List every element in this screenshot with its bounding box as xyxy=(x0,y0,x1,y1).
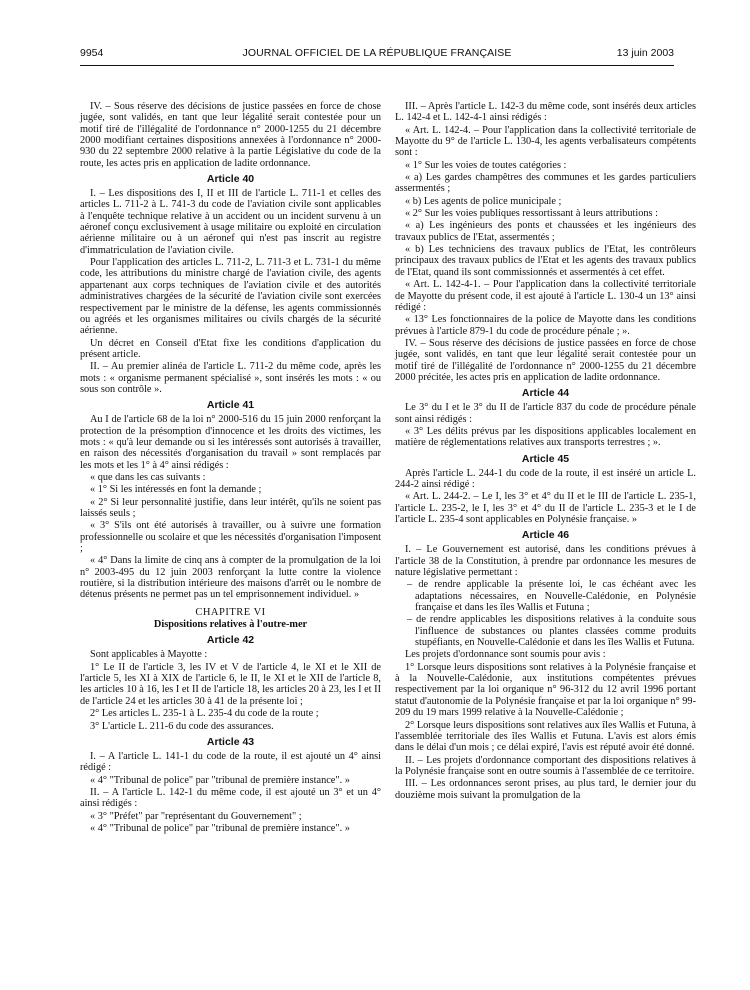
paragraph: « Art. L. 142-4-1. – Pour l'application dans la collectivité territoriale de Mayotte du présent code, il est ajouté à l'article L. 130-4 un 13° ainsi rédigé : xyxy=(395,279,696,313)
paragraph: I. – Les dispositions des I, II et III de l'article L. 711-1 et celles des articles L. 711-2 à L. 741-3 du code de l'aviation civile sont applicables à l'enquête technique relative à un accident ou un incident survenu à un aéronef conçu exclusivement à usage militaire ou exploité en circulation aérienne militaire ou à un aéronef qui n'est pas inscrit au registre d'immatriculation de l'aviation civile. xyxy=(80,188,381,256)
issue-date: 13 juin 2003 xyxy=(616,47,674,59)
paragraph: 1° Lorsque leurs dispositions sont relatives à la Polynésie française et à la Nouvelle-Calédonie, aux institutions compétentes prévues respectivement par la loi organique n° 96-312 du 12 avril 1996 portant statut d'autonomie de la Polynésie française et par la loi organique n° 99-209 du 19 mars 1999 relative à la Nouvelle-Calédonie ; xyxy=(395,661,696,719)
paragraph: 2° Les articles L. 235-1 à L. 235-4 du code de la route ; xyxy=(90,708,319,720)
paragraph: Un décret en Conseil d'Etat fixe les conditions d'application du présent article. xyxy=(80,337,381,360)
article-heading: Article 45 xyxy=(521,452,570,465)
paragraph: Au I de l'article 68 de la loi n° 2000-516 du 15 juin 2000 renforçant la protection de la présomption d'innocence et les droits des victimes, les mots : « qu'à leur demande ou si les intéressés sont autorisés à travailler, en raison des nécessités d'organisation du travail » sont remplacés par les mots et les 1° à 4° ainsi rédigés : xyxy=(80,414,381,471)
paragraph: « 2° Sur les voies publiques ressortissant à leurs attributions : xyxy=(405,208,658,220)
paragraph: « Art. L. 142-4. – Pour l'application dans la collectivité territoriale de Mayotte du 9° de l'article L. 130-4, les agents verbalisateurs compétents sont : xyxy=(395,124,696,159)
paragraph: « 4° "Tribunal de police" par "tribunal de première instance". » xyxy=(90,822,350,834)
paragraph: « b) Les agents de police municipale ; xyxy=(405,195,562,207)
page-number: 9954 xyxy=(80,47,104,59)
paragraph: III. – Les ordonnances seront prises, au plus tard, le dernier jour du douzième mois suivant la promulgation de la xyxy=(395,778,696,801)
right-column xyxy=(395,101,696,802)
chapter-heading: CHAPITRE VI xyxy=(195,606,266,618)
header-rule xyxy=(80,65,674,66)
paragraph: Les projets d'ordonnance sont soumis pour avis : xyxy=(405,649,606,661)
paragraph: 1° Le II de l'article 3, les IV et V de l'article 4, le XI et le XII de l'article 5, les XI à XIX de l'article 6, le II, le XI et le XII de l'article 8, les articles 10 à 16, les I et II de l'article 18, les articles 20 à 23, les I et II de l'article 24 et les articles 30 à 41 de la présente loi ; xyxy=(80,661,381,707)
article-heading: Article 43 xyxy=(206,735,255,748)
paragraph: « Art. L. 244-2. – Le I, les 3° et 4° du II et le III de l'article L. 235-1, l'article L. 235-2, le I, les 3° et 4° du II de l'article L. 235-3 et le I de l'article L. 235-4 sont applicables en Polynésie française. » xyxy=(395,491,696,525)
article-heading: Article 41 xyxy=(206,399,255,412)
article-heading: Article 46 xyxy=(521,529,570,542)
journal-title: JOURNAL OFFICIEL DE LA RÉPUBLIQUE FRANÇAISE xyxy=(242,47,512,59)
paragraph: Sont applicables à Mayotte : xyxy=(90,649,208,661)
paragraph: Après l'article L. 244-1 du code de la route, il est inséré un article L. 244-2 ainsi rédigé : xyxy=(395,467,696,490)
paragraph: Pour l'application des articles L. 711-2, L. 711-3 et L. 731-1 du même code, les attributions du ministre chargé de l'aviation civile, des agents appartenant aux corps techniques de l'aviation civile et des autorités administratives chargées de la sécurité de l'aviation civile sont exercées respectivement par le ministre de la défense, les agents commissionnés ou agréés et les organismes militaires ou civils chargés de la sécurité aérienne. xyxy=(80,257,381,337)
paragraph: « 1° Si les intéressés en font la demande ; xyxy=(90,484,262,496)
article-heading: Article 44 xyxy=(521,387,570,400)
paragraph: II. – Au premier alinéa de l'article L. 711-2 du même code, après les mots : « organisme permanent spécialisé », sont insérés les mots : « ou sous son contrôle ». xyxy=(80,361,381,395)
dash-item: – de rendre applicable la présente loi, le cas échéant avec les adaptations nécessaires, en Nouvelle-Calédonie, en Polynésie française et dans les îles Wallis et Futuna ; xyxy=(407,579,696,614)
paragraph: « 13° Les fonctionnaires de la police de Mayotte dans les conditions prévues à l'article 879-1 du code de procédure pénale ; ». xyxy=(395,314,696,337)
article-heading: Article 40 xyxy=(206,173,255,186)
left-column xyxy=(80,101,381,835)
paragraph: I. – A l'article L. 141-1 du code de la route, il est ajouté un 4° ainsi rédigé : xyxy=(80,750,381,774)
paragraph: I. – Le Gouvernement est autorisé, dans les conditions prévues à l'article 38 de la Constitution, à prendre par ordonnance les mesures de nature législative permettant : xyxy=(395,544,696,579)
paragraph: Le 3° du I et le 3° du II de l'article 837 du code de procédure pénale sont ainsi rédigés : xyxy=(395,402,696,425)
chapter-subtitle: Dispositions relatives à l'outre-mer xyxy=(153,619,308,631)
paragraph: IV. – Sous réserve des décisions de justice passées en force de chose jugée, sont validés, en tant que leur légalité serait contestée pour un motif tiré de l'illégalité de l'ordonnance n° 2000-1255 du 21 décembre 2000 modifiant certaines dispositions annexées à l'ordonnance n° 2000-930 du 22 septembre 2000 relative à la partie Législative du code de la route, les actes pris en application de ladite ordonnance. xyxy=(80,101,381,169)
paragraph: II. – A l'article L. 142-1 du même code, il est ajouté un 3° et un 4° ainsi rédigés : xyxy=(80,786,381,810)
article-heading: Article 42 xyxy=(206,634,255,647)
paragraph: 2° Lorsque leurs dispositions sont relatives aux îles Wallis et Futuna, à l'assemblée territoriale des îles Wallis et Futuna. L'avis est alors émis dans le délai d'un mois ; ce délai expiré, l'avis est réputé avoir été donné. xyxy=(395,719,696,754)
paragraph: « a) Les gardes champêtres des communes et les gardes particuliers assermentés ; xyxy=(395,172,696,195)
paragraph: « 3° S'ils ont été autorisés à travailler, ou à suivre une formation professionnelle ou scolaire et que les nécessités d'organisation l'imposent ; xyxy=(80,520,381,555)
paragraph: II. – Les projets d'ordonnance comportant des dispositions relatives à la Polynésie française sont en outre soumis à l'assemblée de ce territoire. xyxy=(395,754,696,777)
paragraph: « que dans les cas suivants : xyxy=(90,471,206,483)
paragraph: « 3° "Préfet" par "représentant du Gouvernement" ; xyxy=(90,810,302,822)
paragraph: « 3° Les délits prévus par les dispositions applicables localement en matière de réglementations relatives aux transports terrestres ; ». xyxy=(395,425,696,449)
paragraph: « 4° Dans la limite de cinq ans à compter de la promulgation de la loi n° 2003-495 du 12 juin 2003 renforçant la lutte contre la violence routière, si la distribution intérieure des maisons d'arrêt ou le nombre de détenus présents ne permet pas un tel emprisonnement individuel. » xyxy=(80,555,381,601)
paragraph: « 4° "Tribunal de police" par "tribunal de première instance". » xyxy=(90,774,350,786)
paragraph: « 2° Si leur personnalité justifie, dans leur intérêt, qu'ils ne soient pas laissés seuls ; xyxy=(80,496,381,519)
paragraph: IV. – Sous réserve des décisions de justice passées en force de chose jugée, sont validés, en tant que leur légalité serait contestée pour un motif tiré de l'illégalité de l'ordonnance n° 2000-1255 du 21 décembre 2000 précitée, les actes pris en application de ladite ordonnance. xyxy=(395,337,696,383)
paragraph: III. – Après l'article L. 142-3 du même code, sont insérés deux articles L. 142-4 et L. 142-4-1 ainsi rédigés : xyxy=(395,101,696,124)
paragraph: « a) Les ingénieurs des ponts et chaussées et les ingénieurs des travaux publics de l'Etat, assermentés ; xyxy=(395,220,696,243)
paragraph: 3° L'article L. 211-6 du code des assurances. xyxy=(90,720,274,732)
dash-item: – de rendre applicables les dispositions relatives à la conduite sous l'influence de substances ou plantes classées comme produits stupéfiants, en Nouvelle-Calédonie et dans les îles Wallis et Futuna. xyxy=(407,614,696,649)
paragraph: « b) Les techniciens des travaux publics de l'Etat, les contrôleurs principaux des travaux publics de l'Etat et les agents des travaux publics de l'Etat, quand ils sont commissionnés et assermentés à cet effet. xyxy=(395,244,696,278)
paragraph: « 1° Sur les voies de toutes catégories : xyxy=(405,159,567,171)
